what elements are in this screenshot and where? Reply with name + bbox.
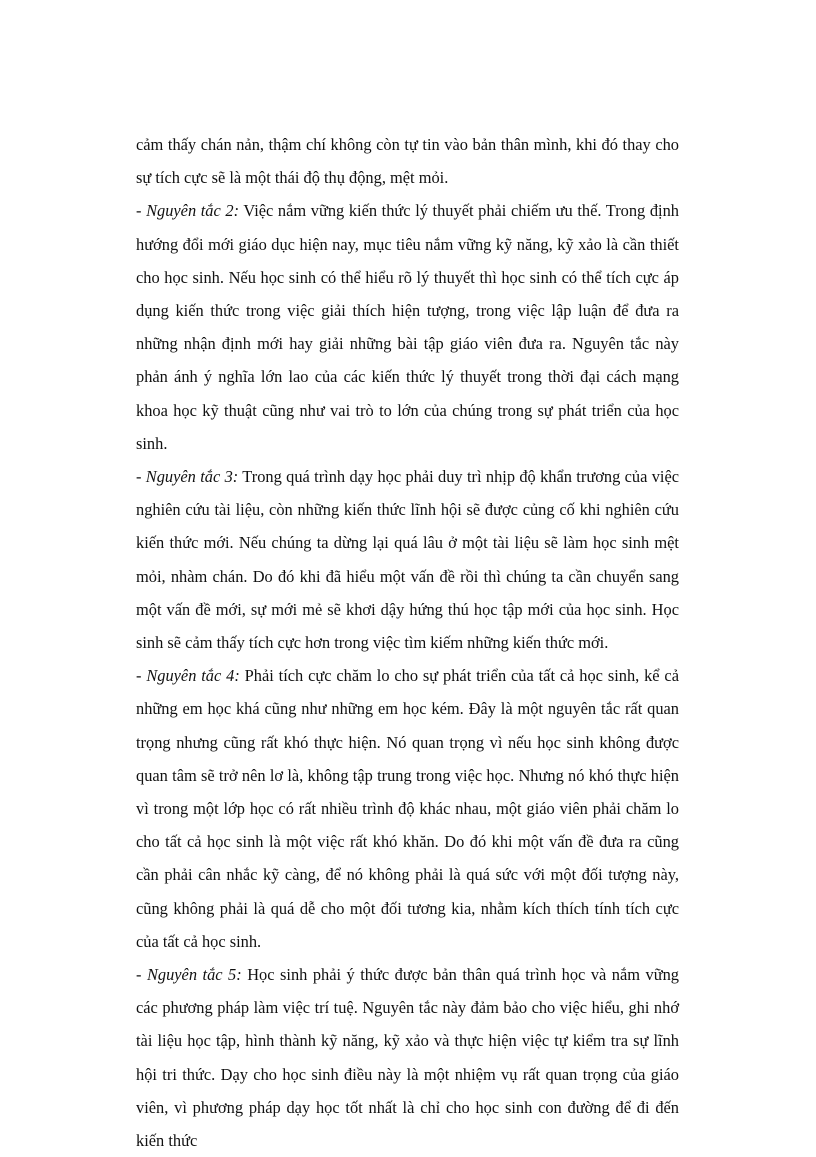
principle-label: - Nguyên tắc 5: [136, 965, 242, 985]
paragraph-intro [136, 128, 679, 194]
paragraph-text: Học sinh phải ý thức được bản thân quá trình học và nắm vững các phương pháp làm việc trí tuệ. Nguyên tắc này đảm bảo cho việc hiểu, ghi nhớ tài liệu học tập, hình thành kỹ năng, kỹ xảo và thực hiện việc tự kiểm tra sự lĩnh hội tri thức. Dạy cho học sinh điều này là một nhiệm vụ rất quan trọng của giáo viên, vì phương pháp dạy học tốt nhất là chỉ cho học sinh con đường để đi đến kiến thức [136, 965, 679, 1151]
paragraph-text: cảm thấy chán nản, thậm chí không còn tự tin vào bản thân mình, khi đó thay cho sự tích cực sẽ là một thái độ thụ động, mệt mỏi. [136, 135, 679, 188]
paragraph-principle-4 [136, 659, 679, 958]
paragraph-text: Việc nắm vững kiến thức lý thuyết phải chiếm ưu thế. Trong định hướng đổi mới giáo dục hiện nay, mục tiêu nắm vững kỹ năng, kỹ xảo là cần thiết cho học sinh. Nếu học sinh có thể hiểu rõ lý thuyết thì học sinh có thể tích cực áp dụng kiến thức trong việc giải thích hiện tượng, trong việc lập luận để đưa ra những nhận định mới hay giải những bài tập giáo viên đưa ra. Nguyên tắc này phản ánh ý nghĩa lớn lao của các kiến thức lý thuyết trong thời đại cách mạng khoa học kỹ thuật cũng như vai trò to lớn của chúng trong sự phát triển của học sinh. [136, 201, 679, 453]
principle-label: - Nguyên tắc 3: [136, 467, 239, 487]
paragraph-text: Trong quá trình dạy học phải duy trì nhịp độ khẩn trương của việc nghiên cứu tài liệu, còn những kiến thức lĩnh hội sẽ được củng cố khi nghiên cứu kiến thức mới. Nếu chúng ta dừng lại quá lâu ở một tài liệu sẽ làm học sinh mệt mỏi, nhàm chán. Do đó khi đã hiểu một vấn đề rồi thì chúng ta cần chuyển sang một vấn đề mới, sự mới mẻ sẽ khơi dậy hứng thú học tập mới của học sinh. Học sinh sẽ cảm thấy tích cực hơn trong việc tìm kiếm những kiến thức mới. [136, 467, 680, 653]
paragraph-text: Phải tích cực chăm lo cho sự phát triển của tất cả học sinh, kể cả những em học khá cũng như những em học kém. Đây là một nguyên tắc rất quan trọng nhưng cũng rất khó thực hiện. Nó quan trọng vì nếu học sinh không được quan tâm sẽ trở nên lơ là, không tập trung trong việc học. Nhưng nó khó thực hiện vì trong một lớp học có rất nhiều trình độ khác nhau, một giáo viên phải chăm lo cho tất cả học sinh là một việc rất khó khăn. Do đó khi một vấn đề đưa ra cũng cần phải cân nhắc kỹ càng, để nó không phải là quá sức với một đối tượng này, cũng không phải là quá dễ cho một đối tương kia, nhằm kích thích tính tích cực của tất cả học sinh. [136, 666, 679, 951]
paragraph-principle-3 [136, 460, 679, 659]
principle-label: - Nguyên tắc 4: [136, 666, 240, 686]
paragraph-principle-5 [136, 958, 679, 1157]
principle-label: - Nguyên tắc 2: [136, 201, 240, 221]
document-page [136, 128, 679, 1157]
paragraph-principle-2 [136, 194, 679, 460]
